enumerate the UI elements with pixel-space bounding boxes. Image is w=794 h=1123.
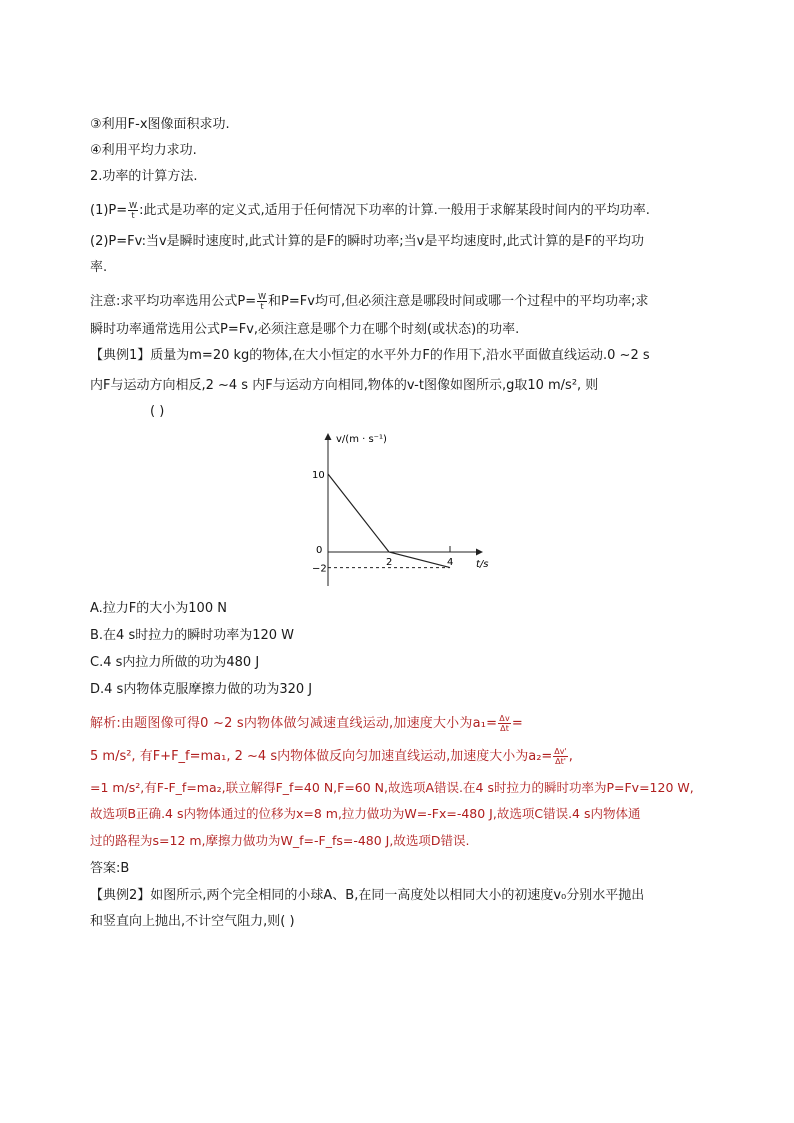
option-b: B.在4 s时拉力的瞬时功率为120 W [90, 628, 295, 643]
velocity-series-line [328, 474, 450, 568]
fraction-w-over-t: $\frac{W}{t}$ [258, 292, 267, 311]
example2-line-2: 和竖直向上抛出,不计空气阻力,则( ) [90, 914, 295, 929]
power-heading: 2.功率的计算方法. [90, 169, 198, 184]
option-a: A.拉力F的大小为100 N [90, 601, 227, 616]
fraction-dv-dt-prime: $\frac{\Delta v'}{\Delta t'}$ [554, 747, 567, 766]
vt-chart [300, 428, 500, 594]
example2-line-1: 【典例2】如图所示,两个完全相同的小球A、B,在同一高度处以相同大小的初速度v₀分别水平抛出 [90, 888, 645, 903]
solution-eq-1: = [511, 716, 523, 731]
option-d: D.4 s内物体克服摩擦力做的功为320 J [90, 682, 313, 697]
fraction-dv-dt: $\frac{\Delta v}{\Delta t}$ [499, 714, 510, 733]
answer: 答案:B [90, 861, 130, 876]
example1-line-2: 内F与运动方向相反,2 ~4 s 内F与运动方向相同,物体的v-t图像如图所示,g取10 m/s², 则 [90, 378, 599, 393]
fraction-w-over-t: $\frac{W}{t}$ [129, 201, 138, 220]
y-tick-neg2: −2 [312, 563, 327, 575]
method-3: ③利用F-x图像面积求功. [90, 117, 230, 132]
solution-line-1 [90, 714, 523, 733]
y-axis-label: v/(m · s⁻¹) [336, 434, 387, 445]
solution-line-2 [90, 747, 573, 766]
item1-text: :此式是功率的定义式,适用于任何情况下功率的计算.一般用于求解某段时间内的平均功率. [139, 203, 650, 218]
solution-text-2: 5 m/s², 有F+F_f=ma₁, 2 ~4 s内物体做反向匀加速直线运动,加速度大小为a₂= [90, 749, 553, 764]
note-line-1 [90, 292, 648, 311]
y-tick-10: 10 [312, 470, 325, 481]
x-tick-4: 4 [447, 557, 454, 568]
y-tick-0: 0 [316, 545, 323, 556]
solution-line-4: 故选项B正确.4 s内物体通过的位移为x=8 m,拉力做功为W=-Fx=-480 J,故选项C错误.4 s内物体通 [90, 806, 641, 821]
note-line-2: 瞬时功率通常选用公式P=Fv,必须注意是哪个力在哪个时刻(或状态)的功率. [90, 322, 520, 337]
solution-line-3: =1 m/s²,有F-F_f=ma₂,联立解得F_f=40 N,F=60 N,故选项A错误.在4 s时拉力的瞬时功率为P=Fv=120 W, [90, 780, 694, 795]
note-prefix: 注意:求平均功率选用公式P= [90, 294, 257, 309]
power-item-2: (2)P=Fv:当v是瞬时速度时,此式计算的是F的瞬时功率;当v是平均速度时,此式计算的是F的平均功 [90, 234, 644, 249]
example1-line-1: 【典例1】质量为m=20 kg的物体,在大小恒定的水平外力F的作用下,沿水平面做直线运动.0 ~2 s [90, 348, 650, 363]
item1-prefix: (1)P= [90, 203, 128, 218]
x-axis-label: t/s [476, 559, 489, 570]
solution-line-5: 过的路程为s=12 m,摩擦力做功为W_f=-F_fs=-480 J,故选项D错误. [90, 833, 470, 848]
solution-eq-2: , [568, 749, 573, 764]
note-text: 和P=Fv均可,但必须注意是哪段时间或哪一个过程中的平均功率;求 [268, 294, 649, 309]
power-item-2-cont: 率. [90, 260, 108, 275]
power-item-1 [90, 201, 650, 220]
option-c: C.4 s内拉力所做的功为480 J [90, 655, 260, 670]
method-4: ④利用平均力求功. [90, 143, 197, 158]
solution-text-1: 解析:由题图像可得0 ~2 s内物体做匀减速直线运动,加速度大小为a₁= [90, 716, 498, 731]
x-tick-2: 2 [386, 557, 393, 568]
example1-blank: ( ) [150, 404, 165, 419]
